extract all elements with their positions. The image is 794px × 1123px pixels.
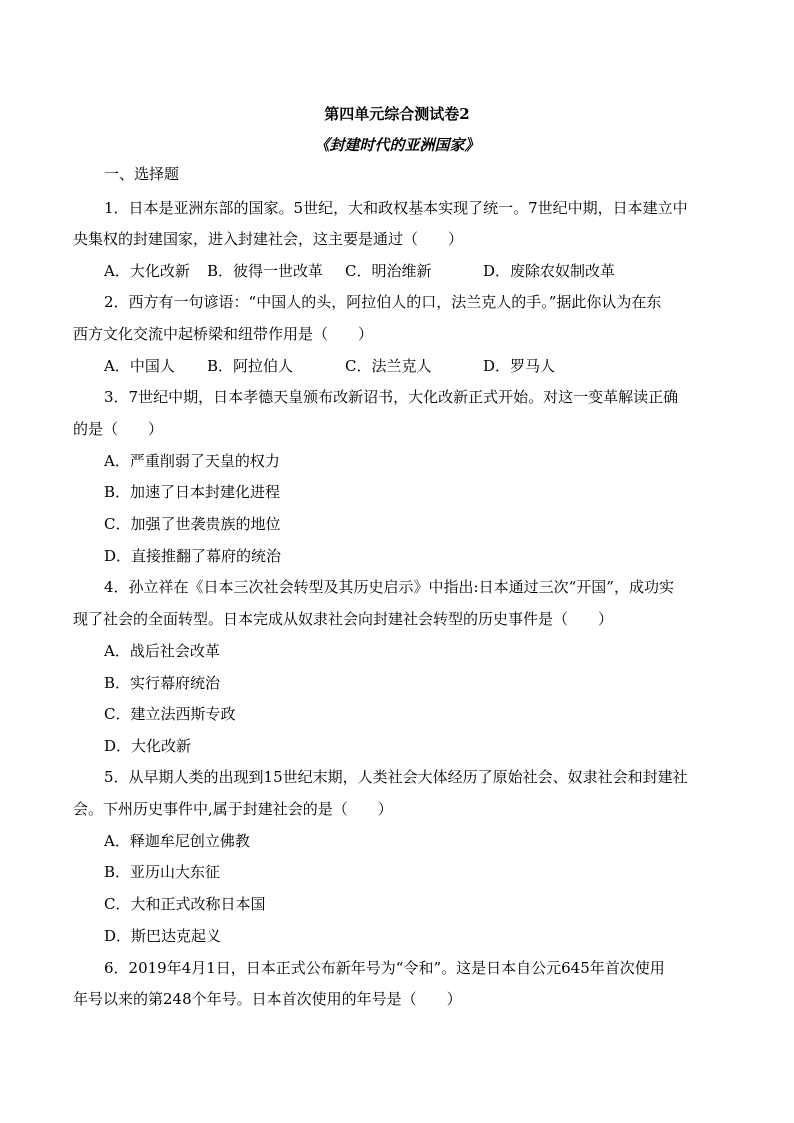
question-1-line-2: 央集权的封建国家，进入封建社会，这主要是通过（ ） — [73, 230, 464, 248]
question-5-option-a: A．释迦牟尼创立佛教 — [104, 832, 250, 850]
question-1-option-a: A．大化改新 — [104, 262, 190, 280]
question-1-option-d: D．废除农奴制改革 — [483, 262, 616, 280]
question-2-option-d: D．罗马人 — [483, 357, 556, 375]
question-3-option-d: D．直接推翻了幕府的统治 — [104, 547, 282, 565]
question-5-line-1: 5．从早期人类的出现到15世纪末期，人类社会大体经历了原始社会、奴隶社会和封建社 — [104, 768, 688, 786]
question-4-line-1: 4．孙立祥在《日本三次社会转型及其历史启示》中指出:日本通过三次“开国”，成功实 — [104, 578, 674, 596]
page-title: 第四单元综合测试卷2 — [324, 105, 470, 123]
question-5-option-d: D．斯巴达克起义 — [104, 927, 222, 945]
question-1-line-1: 1．日本是亚洲东部的国家。5世纪，大和政权基本实现了统一。7世纪中期，日本建立中 — [104, 199, 688, 217]
question-2-option-a: A．中国人 — [104, 357, 175, 375]
question-1-option-b: B．彼得一世改革 — [207, 262, 324, 280]
question-5-option-c: C．大和正式改称日本国 — [104, 895, 266, 913]
question-1-option-c: C．明治维新 — [345, 262, 432, 280]
question-2-option-b: B．阿拉伯人 — [207, 357, 294, 375]
question-2-line-1: 2．西方有一句谚语：“中国人的头，阿拉伯人的口，法兰克人的手。”据此你认为在东 — [104, 293, 662, 311]
question-4-option-b: B．实行幕府统治 — [104, 674, 221, 692]
question-3-option-b: B．加速了日本封建化进程 — [104, 483, 281, 501]
question-6-line-2: 年号以来的第248个年号。日本首次使用的年号是（ ） — [73, 990, 462, 1008]
question-4-option-d: D．大化改新 — [104, 737, 192, 755]
question-4-option-a: A．战后社会改革 — [104, 642, 220, 660]
question-4-option-c: C．建立法西斯专政 — [104, 705, 236, 723]
question-3-option-a: A．严重削弱了天皇的权力 — [104, 452, 280, 470]
question-3-option-c: C．加强了世袭贵族的地位 — [104, 515, 281, 533]
page-subtitle: 《封建时代的亚洲国家》 — [314, 136, 480, 154]
question-3-line-1: 3．7世纪中期，日本孝德天皇颁布改新诏书，大化改新正式开始。对这一变革解读正确 — [104, 388, 679, 406]
question-5-line-2: 会。下州历史事件中,属于封建社会的是（ ） — [73, 800, 393, 818]
question-5-option-b: B．亚历山大东征 — [104, 863, 221, 881]
question-2-option-c: C．法兰克人 — [345, 357, 432, 375]
question-6-line-1: 6．2019年4月1日，日本正式公布新年号为“令和”。这是日本自公元645年首次使用 — [104, 959, 665, 977]
question-2-line-2: 西方文化交流中起桥梁和纽带作用是（ ） — [73, 325, 374, 343]
question-3-line-2: 的是（ ） — [73, 420, 164, 438]
question-4-line-2: 现了社会的全面转型。日本完成从奴隶社会向封建社会转型的历史事件是（ ） — [73, 610, 614, 628]
section-heading: 一、选择题 — [104, 165, 180, 183]
